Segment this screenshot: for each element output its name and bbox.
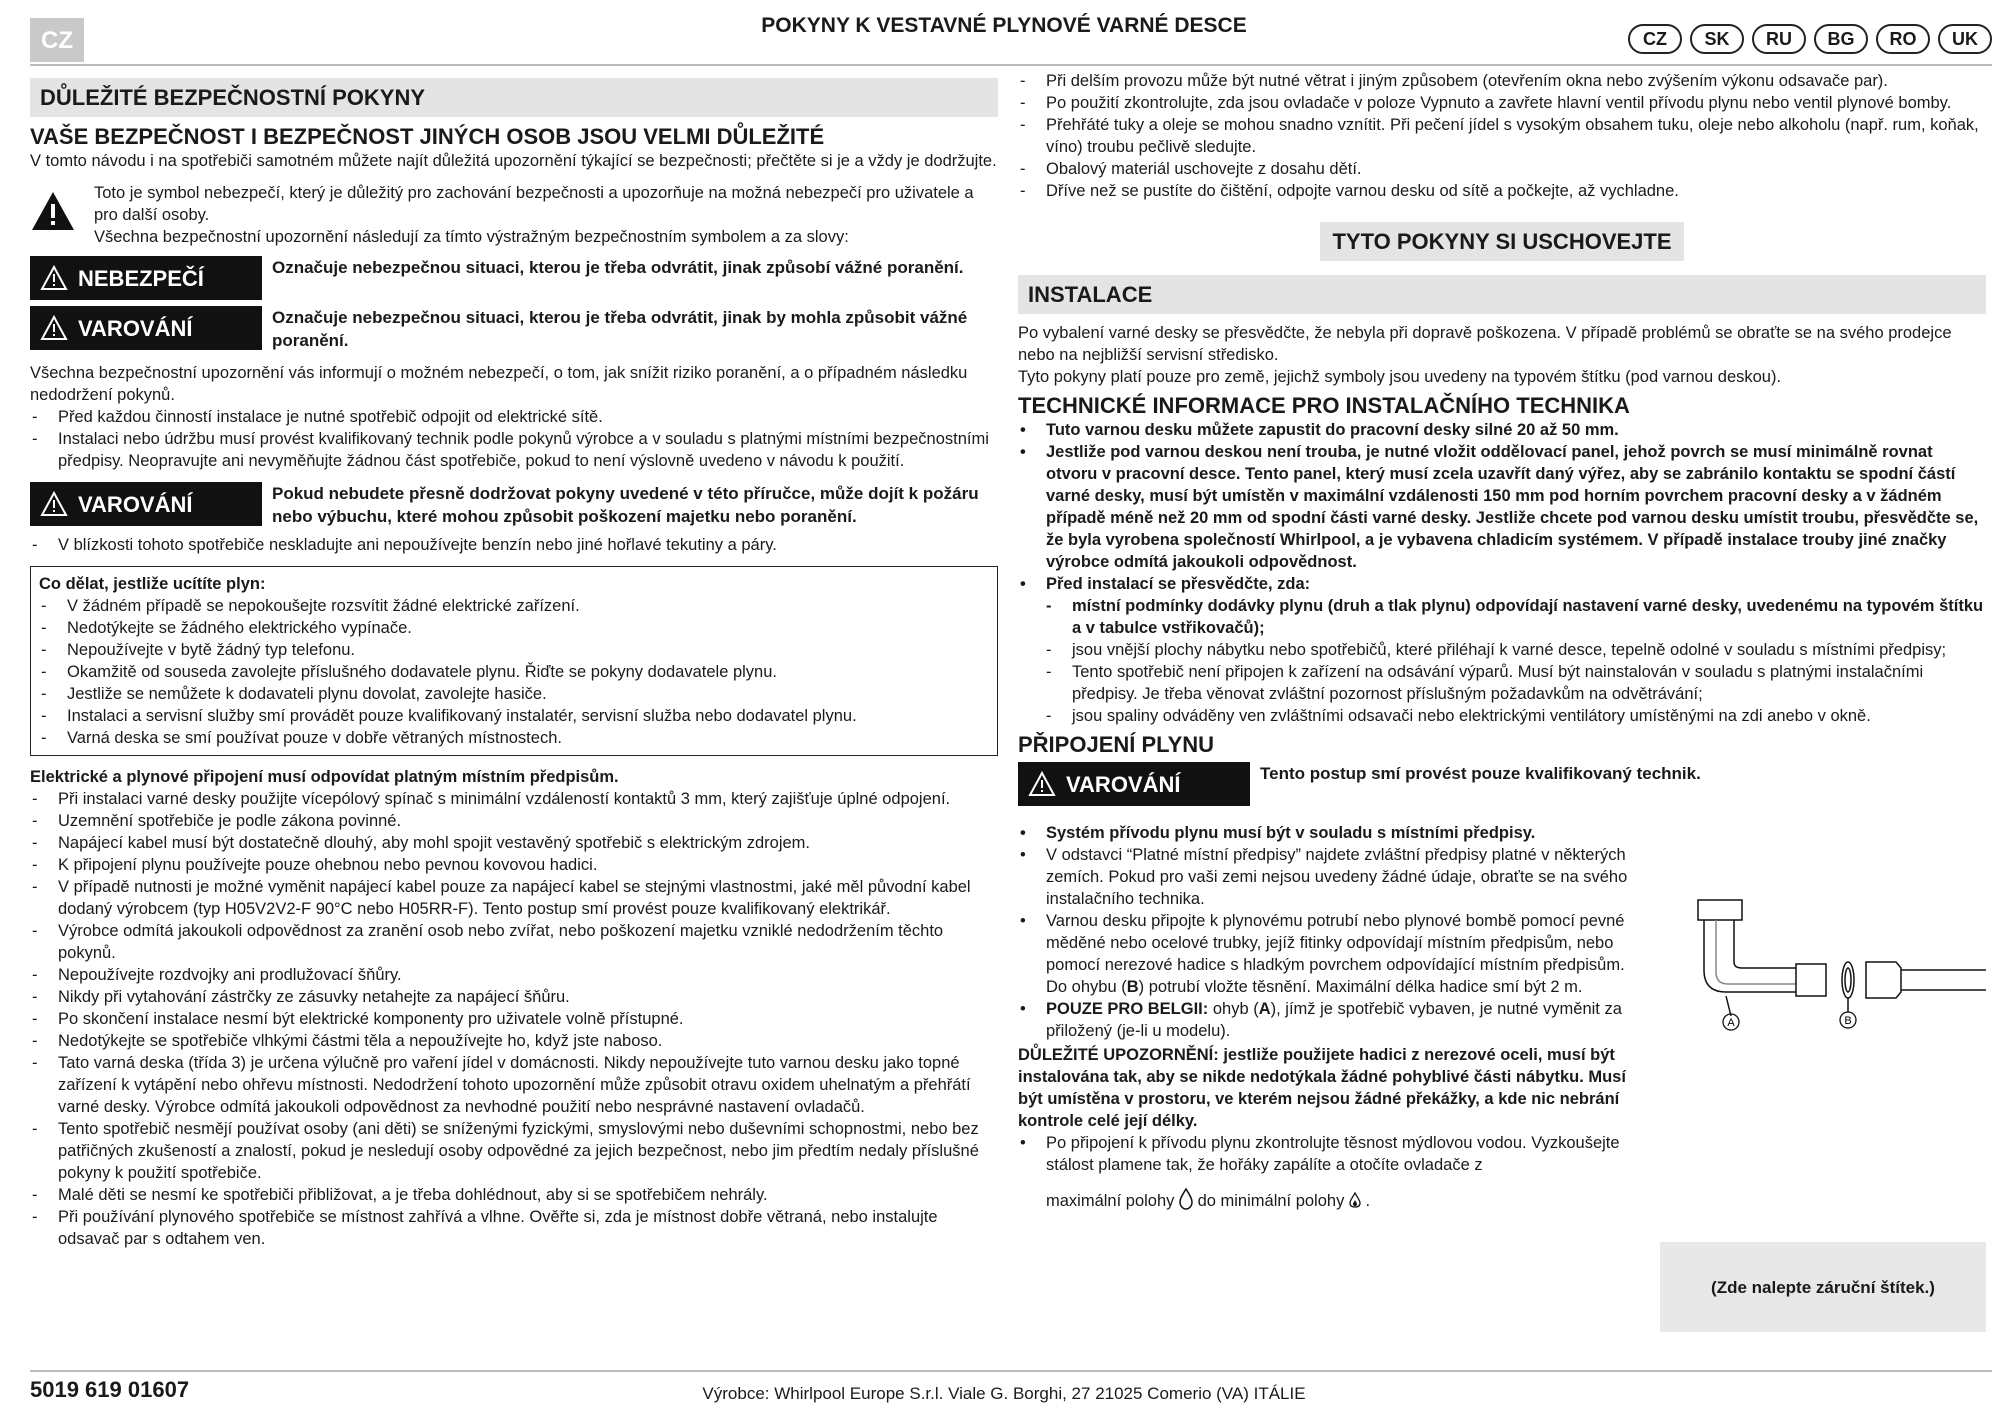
list-item: - Varná deska se smí používat pouze v dobře větraných místnostech. (39, 727, 989, 749)
lang-cz[interactable]: CZ (1628, 24, 1682, 54)
list-item: - Výrobce odmítá jakoukoli odpovědnost za zranění osob nebo zvířat, nebo poškození majetku vzniklé nedodržením těchto pokynů. (30, 920, 998, 964)
install-text-1: Po vybalení varné desky se přesvědčte, že nebyla při dopravě poškozena. V případě problémů se obraťte se na svého prodejce nebo na nejbližší servisní středisko. (1018, 324, 1952, 364)
page-title: POKYNY K VESTAVNÉ PLYNOVÉ VARNÉ DESCE (761, 14, 1247, 37)
list-item: - místní podmínky dodávky plynu (druh a tlak plynu) odpovídají nastavení varné desky, uvedenému na typovém štítku a v tabulce vstřikovačů); (1044, 595, 1986, 639)
warning-triangle-icon (40, 491, 68, 517)
gas-fitting-diagram (1686, 892, 1986, 1032)
warning-label-box (30, 482, 262, 526)
keep-instructions-banner (1018, 222, 1986, 261)
list-item: - jsou vnější plochy nábytku nebo spotřebičů, které přiléhají k varné desce, tepelně odolné v souladu s místními předpisy; (1044, 639, 1986, 661)
list-item: - Nepoužívejte v bytě žádný typ telefonu. (39, 639, 989, 661)
warning-triangle-icon (1028, 771, 1056, 797)
list-item: - Instalaci nebo údržbu musí provést kvalifikovaný technik podle pokynů výrobce a v souladu s platnými místními bezpečnostními předpisy. Neopravujte ani nevyměňujte žádnou část spotřebiče, pokud to není výslovně uvedeno v návodu k použití. (30, 428, 998, 472)
safety-subheading: VAŠE BEZPEČNOST I BEZPEČNOST JINÝCH OSOB JSOU VELMI DŮLEŽITÉ (30, 124, 825, 149)
warranty-label-area: (Zde nalepte záruční štítek.) (1660, 1242, 1986, 1332)
gas-smell-box (30, 566, 998, 756)
list-item: - Tento spotřebič nesmějí používat osoby (ani děti) se sníženými fyzickými, smyslovými nebo duševními schopnostmi, nebo bez patřičných zkušeností a znalostí, pokud je nesledují osoby odpovědné za jejich bezpečnost, nebo jim předtím nedaly příslušné pokyny k použití spotřebiče. (30, 1118, 998, 1184)
list-item: - jsou spaliny odváděny ven zvláštními odsavači nebo elektrickými ventilátory umístěnými na zdi anebo v okně. (1044, 705, 1986, 727)
list-item: - Jestliže se nemůžete k dodavateli plynu dovolat, zavolejte hasiče. (39, 683, 989, 705)
symbol-block (30, 182, 998, 248)
warning-label: VAROVÁNÍ (78, 491, 193, 517)
warning-text: Označuje nebezpečnou situaci, kterou je třeba odvrátit, jinak by mohla způsobit vážné poranění. (272, 308, 968, 350)
installation-heading: INSTALACE (1018, 275, 1986, 314)
list-item: - Po použití zkontrolujte, zda jsou ovladače v poloze Vypnuto a zavřete hlavní ventil přívodu plynu nebo ventil plynové bomby. (1018, 92, 1986, 114)
left-column (30, 78, 998, 1250)
danger-label: NEBEZPEČÍ (78, 265, 204, 291)
warning-label-box (1018, 762, 1250, 806)
list-item: - Tento spotřebič není připojen k zařízení na odsávání výparů. Musí být nainstalován v souladu s platnými instalačními předpisy. Je třeba věnovat zvláštní pozornost příslušným požadavkům na odvětrávání; (1044, 661, 1986, 705)
flame-max-icon (1179, 1188, 1193, 1210)
safety-heading: DŮLEŽITÉ BEZPEČNOSTNÍ POKYNY (30, 78, 998, 117)
list-item: • Jestliže pod varnou deskou není trouba, je nutné vložit oddělovací panel, jehož povrch se musí minimálně rovnat otvoru v pracovní desce. Tento panel, který musí zcela uzavřít daný výřez, aby se zabránilo kontaktu se spodní částí varné desky, musí být umístěn v maximální vzdálenosti 150 mm pod horním povrchem pracovní desky a v žádném případě méně než 20 mm od spodní části varné desky. Jestliže chcete pod varnou desku umístit troubu, přesvědčte se, že byla vyrobena společností Whirlpool, a je vybavena chladicím systémem. V případě instalace trouby jiné značky výrobce odmítá jakoukoli odpovědnost. (1018, 441, 1986, 573)
lang-uk[interactable]: UK (1938, 24, 1992, 54)
list-item: • POUZE PRO BELGII: ohyb (A), jímž je spotřebič vybaven, je nutné vyměnit za přiložený (je-li u modelu). (1018, 998, 1638, 1042)
keep-instructions-label: TYTO POKYNY SI USCHOVEJTE (1320, 222, 1683, 261)
list-item: - Při instalaci varné desky použijte vícepólový spínač s minimální vzdáleností kontaktů 3 mm, který zajišťuje úplné odpojení. (30, 788, 998, 810)
manufacturer-line: Výrobce: Whirlpool Europe S.r.l. Viale G. Borghi, 27 21025 Comerio (VA) ITÁLIE (702, 1384, 1306, 1403)
list-item: - Dříve než se pustíte do čištění, odpojte varnou desku od sítě a počkejte, až vychladne. (1018, 180, 1986, 202)
list-item: - Nikdy při vytahování zástrčky ze zásuvky netahejte za napájecí šňůru. (30, 986, 998, 1008)
list-item: - Okamžitě od souseda zavolejte příslušného dodavatele plynu. Řiďte se pokyny dodavatele plynu. (39, 661, 989, 683)
list-item: - Instalaci a servisní služby smí provádět pouze kvalifikovaný instalatér, servisní služba nebo dodavatel plynu. (39, 705, 989, 727)
list-item: • Systém přívodu plynu musí být v souladu s místními předpisy. (1018, 822, 1638, 844)
right-column (1018, 70, 1986, 1212)
warning-label: VAROVÁNÍ (1066, 771, 1181, 797)
intro-text: V tomto návodu i na spotřebiči samotném můžete najít důležitá upozornění týkající se bezpečnosti; přečtěte si je a vždy je dodržujte. (30, 152, 997, 170)
gas-box-title: Co dělat, jestliže ucítíte plyn: (39, 575, 266, 593)
important-notice: DŮLEŽITÉ UPOZORNĚNÍ: jestliže použijete hadici z nerezové oceli, musí být instalována tak, aby se nikde nedotýkala žádné pohyblivé části nábytku. Musí být umístěna v prostoru, ve kterém nejsou žádné překážky, a kde nic nebrání kontrole celé její délky. (1018, 1046, 1626, 1130)
country-badge: CZ (30, 18, 84, 62)
all-warnings-text: Všechna bezpečnostní upozornění vás informují o možném nebezpečí, o tom, jak snížit riziko poranění, a o případném následku nedodržení pokynů. (30, 364, 968, 404)
warning-label: VAROVÁNÍ (78, 315, 193, 341)
list-item: - K připojení plynu používejte pouze ohebnou nebo pevnou kovovou hadici. (30, 854, 998, 876)
list-item: - Při delším provozu může být nutné větrat i jiným způsobem (otevřením okna nebo zvýšením výkonu odsavače par). (1018, 70, 1986, 92)
warning-triangle-icon (40, 315, 68, 341)
lang-ru[interactable]: RU (1752, 24, 1806, 54)
symbol-text-1: Toto je symbol nebezpečí, který je důležitý pro zachování bezpečnosti a upozorňuje na možná nebezpečí pro uživatele a pro další osoby. (94, 184, 974, 224)
install-text-2: Tyto pokyny platí pouze pro země, jejichž symboly jsou uvedeny na typovém štítku (pod varnou deskou). (1018, 368, 1782, 386)
danger-row (30, 256, 998, 300)
lang-bg[interactable]: BG (1814, 24, 1868, 54)
list-item: • Tuto varnou desku můžete zapustit do pracovní desky silné 20 až 50 mm. (1018, 419, 1986, 441)
warning-text-2: Pokud nebudete přesně dodržovat pokyny uvedené v této příručce, může dojít k požáru nebo výbuchu, které mohou způsobit poškození majetku nebo poranění. (272, 484, 979, 526)
list-item: - Přehřáté tuky a oleje se mohou snadno vznítit. Při pečení jídel s vysokým obsahem tuku, oleje nebo alkoholu (např. rum, koňak, víno) troubu pečlivě sledujte. (1018, 114, 1986, 158)
list-item: • V odstavci “Platné místní předpisy” najdete zvláštní předpisy platné v některých zemích. Pokud pro vaši zemi nejsou uvedeny žádné údaje, obraťte se na svého instalačního technika. (1018, 844, 1638, 910)
list-item: - Po skončení instalace nesmí být elektrické komponenty pro uživatele volně přístupné. (30, 1008, 998, 1030)
list-item: • Před instalací se přesvědčte, zda: (1018, 573, 1986, 595)
list-item: • Varnou desku připojte k plynovému potrubí nebo plynové bombě pomocí pevné měděné nebo ocelové trubky, jejíž fitinky odpovídají místním předpisům, nebo pomocí nerezové hadice s hladkým povrchem odpovídající místním předpisům. Do ohybu (B) potrubí vložte těsnění. Maximální délka hadice smí být 2 m. (1018, 910, 1638, 998)
list-item: - Uzemnění spotřebiče je podle zákona povinné. (30, 810, 998, 832)
list-item: - Nedotýkejte se spotřebiče vlhkými částmi těla a nepoužívejte ho, když jste naboso. (30, 1030, 998, 1052)
warning-triangle-icon (40, 265, 68, 291)
list-item: - Obalový materiál uschovejte z dosahu dětí. (1018, 158, 1986, 180)
gas-connection-heading: PŘIPOJENÍ PLYNU (1018, 732, 1215, 757)
list-item: - Při používání plynového spotřebiče se místnost zahřívá a vlhne. Ověřte si, zda je místnost dobře větraná, nebo instalujte odsavač par s odtahem ven. (30, 1206, 998, 1250)
gas-warning-text: Tento postup smí provést pouze kvalifikovaný technik. (1260, 764, 1701, 783)
list-item: • Po připojení k přívodu plynu zkontrolujte těsnost mýdlovou vodou. Vyzkoušejte stálost plamene tak, že hořáky zapálíte a otočíte ovladače z maximální polohy do minimální polohy . (1018, 1132, 1638, 1212)
electric-title: Elektrické a plynové připojení musí odpovídat platným místním předpisům. (30, 768, 619, 786)
list-item: - Tato varná deska (třída 3) je určena výlučně pro vaření jídel v domácnosti. Nikdy nepoužívejte tuto varnou desku jako topné zařízení k vytápění nebo ohřevu místnosti. Nedodržení tohoto upozornění může způsobit otravu oxidem uhelnatým a přehřátí varné desky. Výrobce odmítá jakoukoli odpovědnost za nevhodné použití nebo nesprávné nastavení ovladačů. (30, 1052, 998, 1118)
tech-info-heading: TECHNICKÉ INFORMACE PRO INSTALAČNÍHO TECHNIKA (1018, 393, 1630, 418)
gas-warning-row (1018, 762, 1986, 806)
list-item: - Nepoužívejte rozdvojky ani prodlužovací šňůry. (30, 964, 998, 986)
list-item: - V případě nutnosti je možné vyměnit napájecí kabel pouze za napájecí kabel se stejnými vlastnostmi, jaké měl původní kabel dodaný výrobcem (typ H05V2V2-F 90°C nebo H05RR-F). Tento postup smí provést pouze kvalifikovaný elektrikář. (30, 876, 998, 920)
danger-text: Označuje nebezpečnou situaci, kterou je třeba odvrátit, jinak způsobí vážné poranění. (272, 258, 964, 277)
lang-ro[interactable]: RO (1876, 24, 1930, 54)
list-item: - V blízkosti tohoto spotřebiče neskladujte ani nepoužívejte benzín nebo jiné hořlavé tekutiny a páry. (30, 534, 998, 556)
gas-connection-list (1018, 822, 1638, 1212)
danger-label-box (30, 256, 262, 300)
list-item: - Před každou činností instalace je nutné spotřebič odpojit od elektrické sítě. (30, 406, 998, 428)
warning-triangle-icon (30, 182, 80, 248)
footer-divider (30, 1370, 1992, 1372)
lang-sk[interactable]: SK (1690, 24, 1744, 54)
symbol-text-2: Všechna bezpečnostní upozornění následují za tímto výstražným bezpečnostním symbolem a za slovy: (94, 228, 849, 246)
header-divider (30, 64, 1992, 66)
list-item: - V žádném případě se nepokoušejte rozsvítit žádné elektrické zařízení. (39, 595, 989, 617)
document-code: 5019 619 01607 (30, 1377, 190, 1402)
list-item: - Napájecí kabel musí být dostatečně dlouhý, aby mohl spojit vestavěný spotřebič s elektrickým zdrojem. (30, 832, 998, 854)
warning-label-box (30, 306, 262, 350)
warning-row (30, 306, 998, 352)
svg-text:B: B (1844, 1015, 1852, 1027)
list-item: - Nedotýkejte se žádného elektrického vypínače. (39, 617, 989, 639)
warning-row-2 (30, 482, 998, 528)
list-item: - Malé děti se nesmí ke spotřebiči přibližovat, a je třeba dohlédnout, aby si se spotřebičem nehrály. (30, 1184, 998, 1206)
language-selector (1628, 24, 1992, 54)
flame-min-icon (1349, 1192, 1361, 1208)
svg-text:A: A (1727, 1017, 1735, 1029)
